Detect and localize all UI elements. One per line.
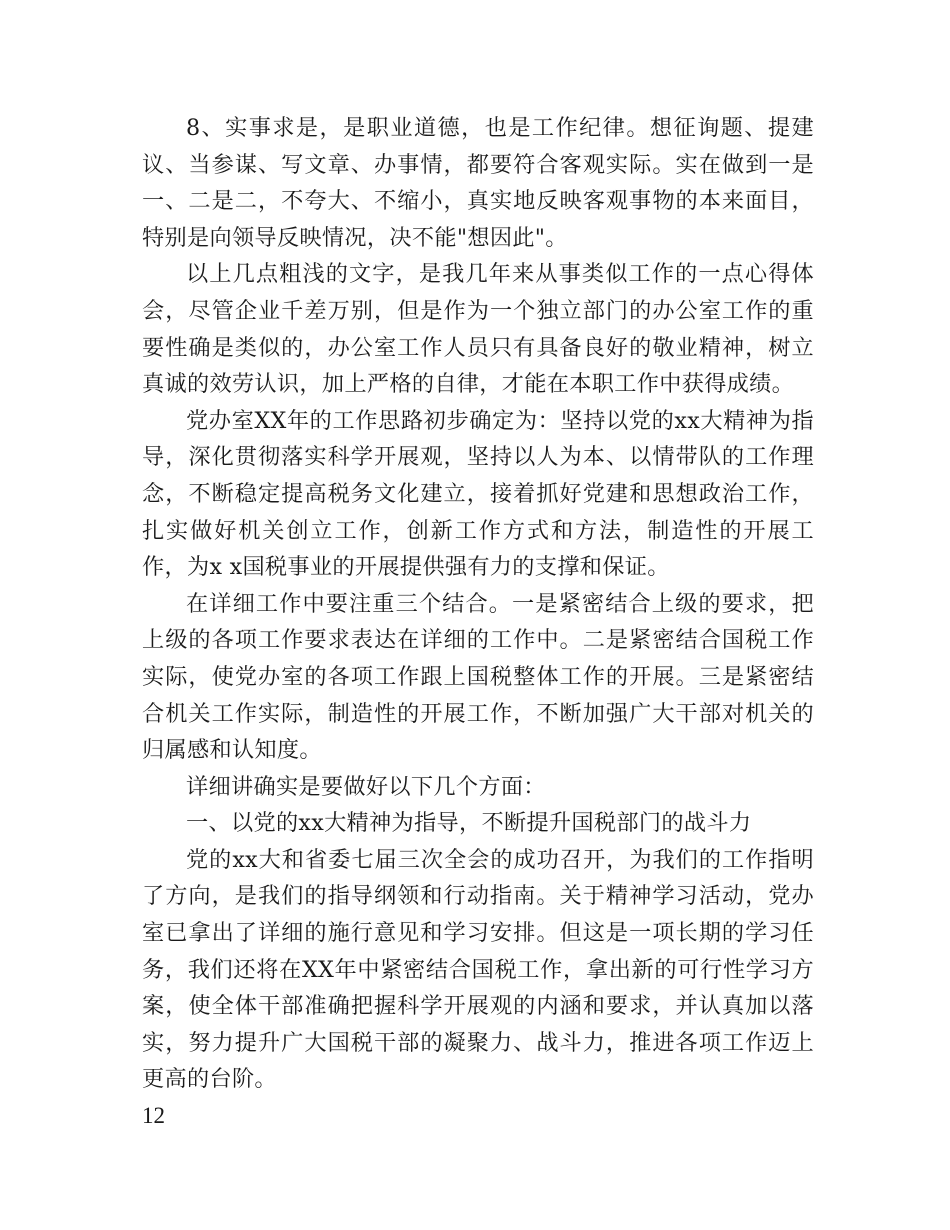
- section-heading-one: 一、以党的xx大精神为指导，不断提升国税部门的战斗力: [186, 810, 752, 837]
- paragraph-aspects-intro: 详细讲确实是要做好以下几个方面：: [186, 773, 546, 800]
- paragraph-integrity: 8、实事求是，是职业道德，也是工作纪律。想征询题、提建议、当参谋、写文章、办事情，都要符合客观实际。实在做到一是一、二是二，不夸大、不缩小，真实地反映客观事物的本来面目，特别是向领导反映情况，决不能"想因此"。: [142, 115, 814, 251]
- paragraph-summary: 以上几点粗浅的文字，是我几年来从事类似工作的一点心得体会，尽管企业千差万别，但是作为一个独立部门的办公室工作的重要性确是类似的，办公室工作人员只有具备良好的敬业精神，树立真诚的效劳认识，加上严格的自律，才能在本职工作中获得成绩。: [142, 261, 814, 398]
- page-number: 12: [142, 1103, 165, 1129]
- paragraph-work-plan: 党办室XX年的工作思路初步确定为：坚持以党的xx大精神为指导，深化贯彻落实科学开展观，坚持以人为本、以情带队的工作理念，不断稳定提高税务文化建立，接着抓好党建和思想政治工作，扎实做好机关创立工作，创新工作方式和方法，制造性的开展工作，为x x国税事业的开展提供强有力的支撑和保证。: [142, 407, 814, 581]
- document-page: [142, 110, 814, 1135]
- paragraph-congress-spirit: 党的xx大和省委七届三次全会的成功召开，为我们的工作指明了方向，是我们的指导纲领和行动指南。关于精神学习活动，党办室已拿出了详细的施行意见和学习安排。但这是一项长期的学习任务，我们还将在XX年中紧密结合国税工作，拿出新的可行性学习方案，使全体干部准确把握科学开展观的内涵和要求，并认真加以落实，努力提升广大国税干部的凝聚力、战斗力，推进各项工作迈上更高的台阶。: [142, 846, 814, 1093]
- paragraph-three-combinations: 在详细工作中要注重三个结合。一是紧密结合上级的要求，把上级的各项工作要求表达在详细的工作中。二是紧密结合国税工作实际，使党办室的各项工作跟上国税整体工作的开展。三是紧密结合机关工作实际，制造性的开展工作，不断加强广大干部对机关的归属感和认知度。: [142, 590, 814, 764]
